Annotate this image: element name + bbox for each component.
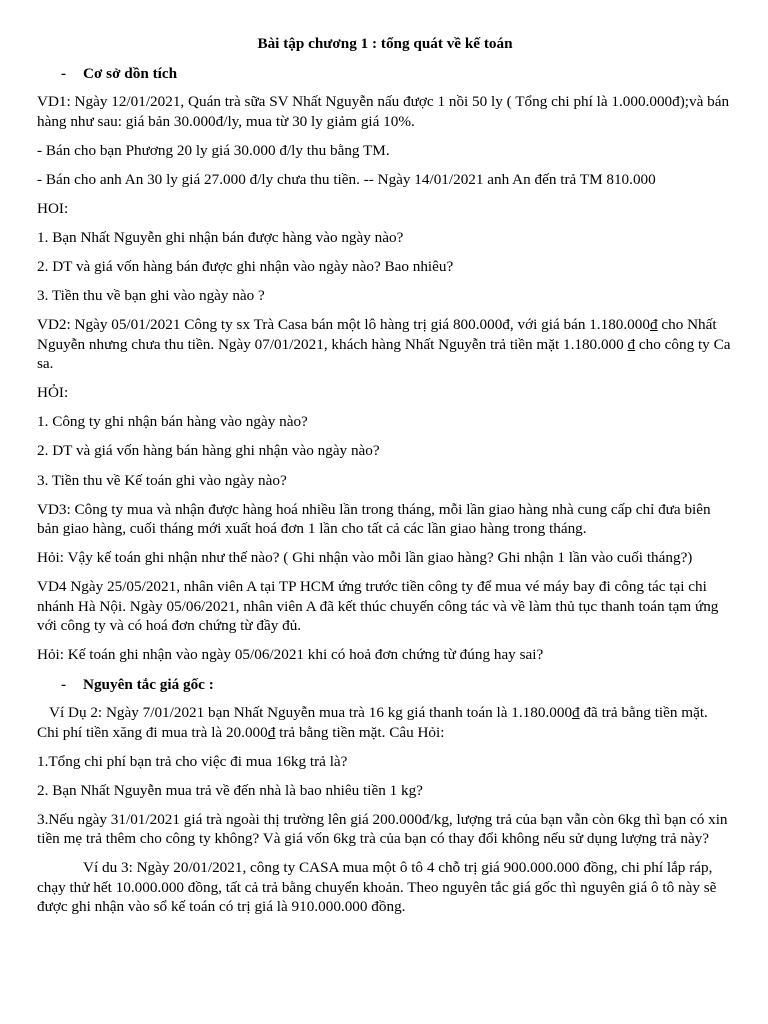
vd2-text-a: VD2: Ngày 05/01/2021 Công ty sx Trà Casa bán một lô hàng trị giá 800.000đ, với giá bán 1.180.000 xyxy=(37,316,650,334)
vd2-hoi-label: HỎI: xyxy=(37,384,69,402)
vd1-sale-2: - Bán cho anh An 30 ly giá 27.000 đ/ly chưa thu tiền. -- Ngày 14/01/2021 anh An đến trả TM 810.000 xyxy=(37,170,656,188)
vd3-question: Hỏi: Vậy kế toán ghi nhận như thế nào? ( Ghi nhận vào mỗi lần giao hàng? Ghi nhận 1 lần vào cuối tháng?) xyxy=(37,549,693,567)
vd1-intro: VD1: Ngày 12/01/2021, Quán trà sữa SV Nhất Nguyễn nấu được 1 nồi 50 ly ( Tổng chi phí là 1.000.000đ);và bán hàng như sau: giá bản 30.000đ/ly, mua từ 30 ly giảm giá 10%. xyxy=(37,93,730,130)
vd1-question-3: 3. Tiền thu về bạn ghi vào ngày nào ? xyxy=(37,287,265,305)
vd2-text-c: cho công ty Ca sa. xyxy=(37,335,731,373)
vd1-question-1: 1. Bạn Nhất Nguyễn ghi nhận bán được hàng vào ngày nào? xyxy=(37,228,404,246)
section-heading-text: Nguyên tắc giá gốc : xyxy=(83,675,214,693)
vidu2-question-1: 1.Tổng chi phí bạn trả cho việc đi mua 16kg trả là? xyxy=(37,752,348,770)
section-heading-text: Cơ sở dồn tích xyxy=(83,64,178,82)
vidu2-currency-1: đ xyxy=(572,704,580,721)
bullet-dash: - xyxy=(61,675,67,693)
vd2-currency-2: đ xyxy=(627,335,636,353)
section-heading-accrual xyxy=(37,64,733,84)
vidu2-text-b: đã trả bằng tiền mặt. Chi phí tiền xăng đi mua trà là 20.000 xyxy=(37,704,708,741)
vidu2-question-3: 3.Nếu ngày 31/01/2021 giá trà ngoài thị trường lên giá 200.000đ/kg, lượng trả của bạn vẫn còn 6kg thì bạn có xin tiền mẹ trả thêm cho công ty không? Và giá vốn 6kg trà của bạn có thay đổi không nếu sử dụng lượng trả này? xyxy=(37,810,728,848)
section-heading-historical-cost xyxy=(37,675,733,695)
vidu2-paragraph xyxy=(37,703,733,742)
vd2-question-2: 2. DT và giá vốn hàng bán hàng ghi nhận vào ngày nào? xyxy=(37,442,380,460)
vidu2-text-a: Ví Dụ 2: Ngày 7/01/2021 bạn Nhất Nguyễn mua trà 16 kg giá thanh toán là 1.180.000 xyxy=(49,704,573,721)
vd2-question-3: 3. Tiền thu về Kế toán ghi vào ngày nào? xyxy=(37,471,287,489)
vd1-sale-1: - Bán cho bạn Phương 20 ly giá 30.000 đ/ly thu bằng TM. xyxy=(37,141,390,159)
vd1-hoi-label: HOI: xyxy=(37,199,69,217)
vd4-paragraph: VD4 Ngày 25/05/2021, nhân viên A tại TP HCM ứng trước tiền công ty để mua vé máy bay đi công tác tại chi nhánh Hà Nội. Ngày 05/06/2021, nhân viên A đã kết thúc chuyến công tác và về làm thủ tục thanh toán tạm ứng với công ty và có hoá đơn chứng từ đầy đủ. xyxy=(37,578,719,635)
vidu2-currency-2: đ xyxy=(267,723,276,741)
vd1-question-2: 2. DT và giá vốn hàng bán được ghi nhận vào ngày nào? Bao nhiêu? xyxy=(37,257,454,275)
vd2-currency-1: đ xyxy=(649,316,658,334)
bullet-dash: - xyxy=(61,64,67,82)
vidu3-paragraph: Ví du 3: Ngày 20/01/2021, công ty CASA mua một ô tô 4 chỗ trị giá 900.000.000 đồng, chi phí lắp ráp, chạy thử hết 10.000.000 đồng, tất cả trả bằng chuyển khoản. Theo nguyên tắc giá gốc thì nguyên giá ô tô này sẽ được ghi nhận vào sổ kế toán có trị giá là 910.000.000 đồng. xyxy=(37,859,717,916)
vidu2-text-c: trả bằng tiền mặt. Câu Hỏi: xyxy=(275,723,445,741)
vd3-paragraph: VD3: Công ty mua và nhận được hàng hoá nhiều lần trong tháng, mỗi lần giao hàng nhà cung cấp chỉ đưa biên bản giao hàng, cuối tháng mới xuất hoá đơn 1 lần cho tất cả các lần giao hàng trong tháng. xyxy=(37,500,711,538)
vd2-question-1: 1. Công ty ghi nhận bán hàng vào ngày nào? xyxy=(37,413,308,431)
vd2-paragraph xyxy=(37,315,733,374)
vd2-text-b: cho Nhất Nguyễn nhưng chưa thu tiền. Ngày 07/01/2021, khách hàng Nhất Nguyễn trả tiền mặt 1.180.000 xyxy=(37,316,717,353)
vd4-question: Hỏi: Kế toán ghi nhận vào ngày 05/06/2021 khi có hoả đơn chứng từ đúng hay sai? xyxy=(37,646,544,664)
document-title: Bài tập chương 1 : tổng quát về kế toán xyxy=(257,35,513,52)
vidu2-question-2: 2. Bạn Nhất Nguyễn mua trả về đến nhà là bao nhiêu tiền 1 kg? xyxy=(37,781,423,799)
